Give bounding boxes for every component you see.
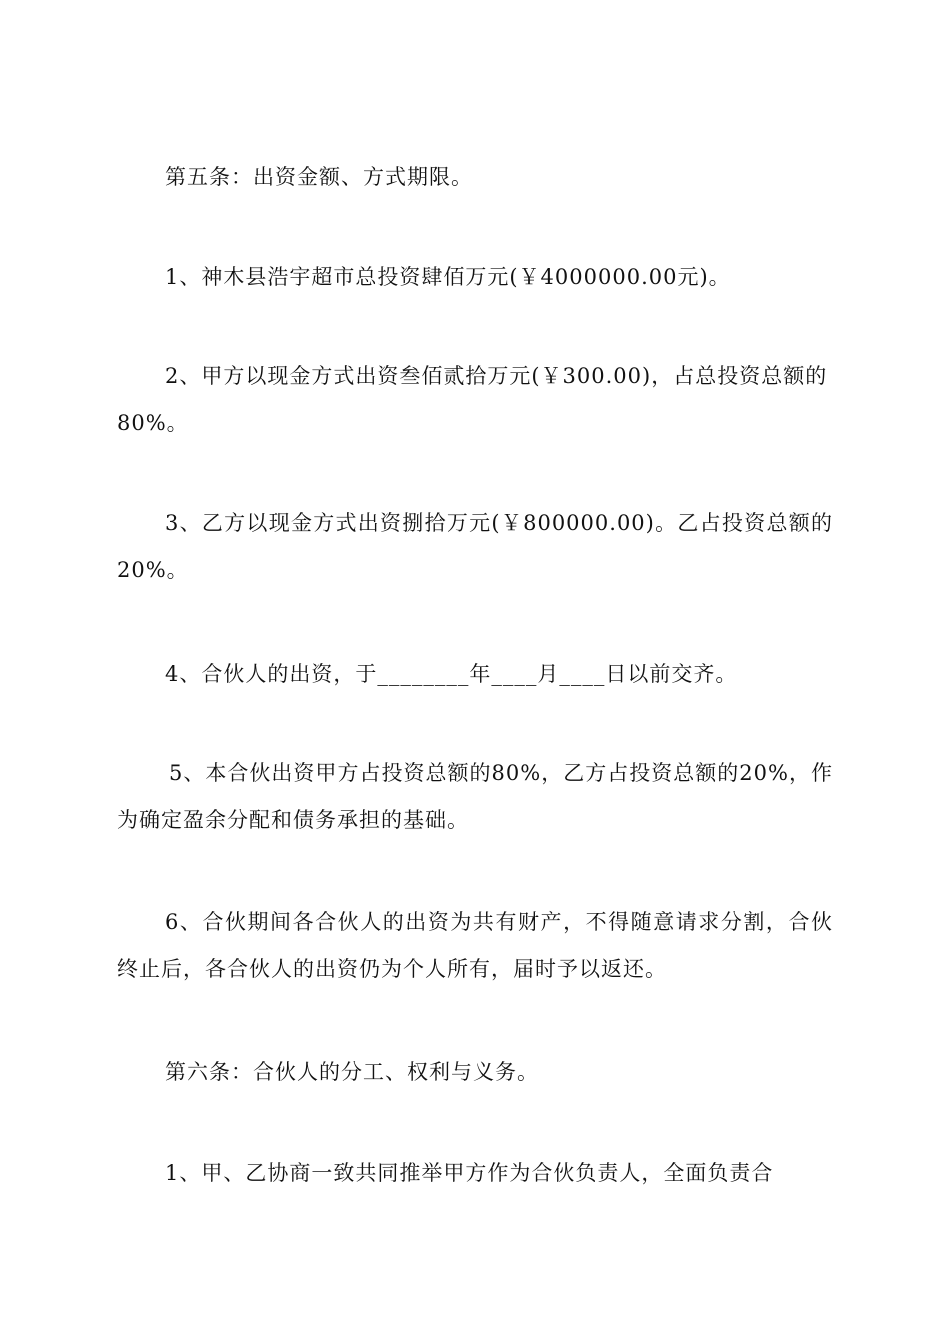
article-5-heading: 第五条：出资金额、方式期限。 xyxy=(165,165,473,189)
article-6-clause-1: 1、甲、乙协商一致共同推举甲方作为合伙负责人，全面负责合 xyxy=(165,1161,774,1185)
article-5-clause-3: 3、乙方以现金方式出资捌拾万元(￥800000.00)。乙占投资总额的20%。 xyxy=(117,511,833,582)
article-5-clause-4: 4、合伙人的出资，于________年____月____日以前交齐。 xyxy=(165,662,738,686)
article-5-clause-2: 2、甲方以现金方式出资叁佰贰拾万元(￥300.00)，占总投资总额的80%。 xyxy=(117,364,828,435)
article-5-clause-6: 6、合伙期间各合伙人的出资为共有财产，不得随意请求分割，合伙终止后，各合伙人的出资仍为个人所有，届时予以返还。 xyxy=(117,910,833,981)
article-5-clause-1: 1、神木县浩宇超市总投资肆佰万元(￥4000000.00元)。 xyxy=(165,265,731,289)
article-6-heading: 第六条：合伙人的分工、权利与义务。 xyxy=(165,1060,539,1084)
article-5-clause-5: 5、本合伙出资甲方占投资总额的80%，乙方占投资总额的20%，作为确定盈余分配和债务承担的基础。 xyxy=(117,761,833,832)
